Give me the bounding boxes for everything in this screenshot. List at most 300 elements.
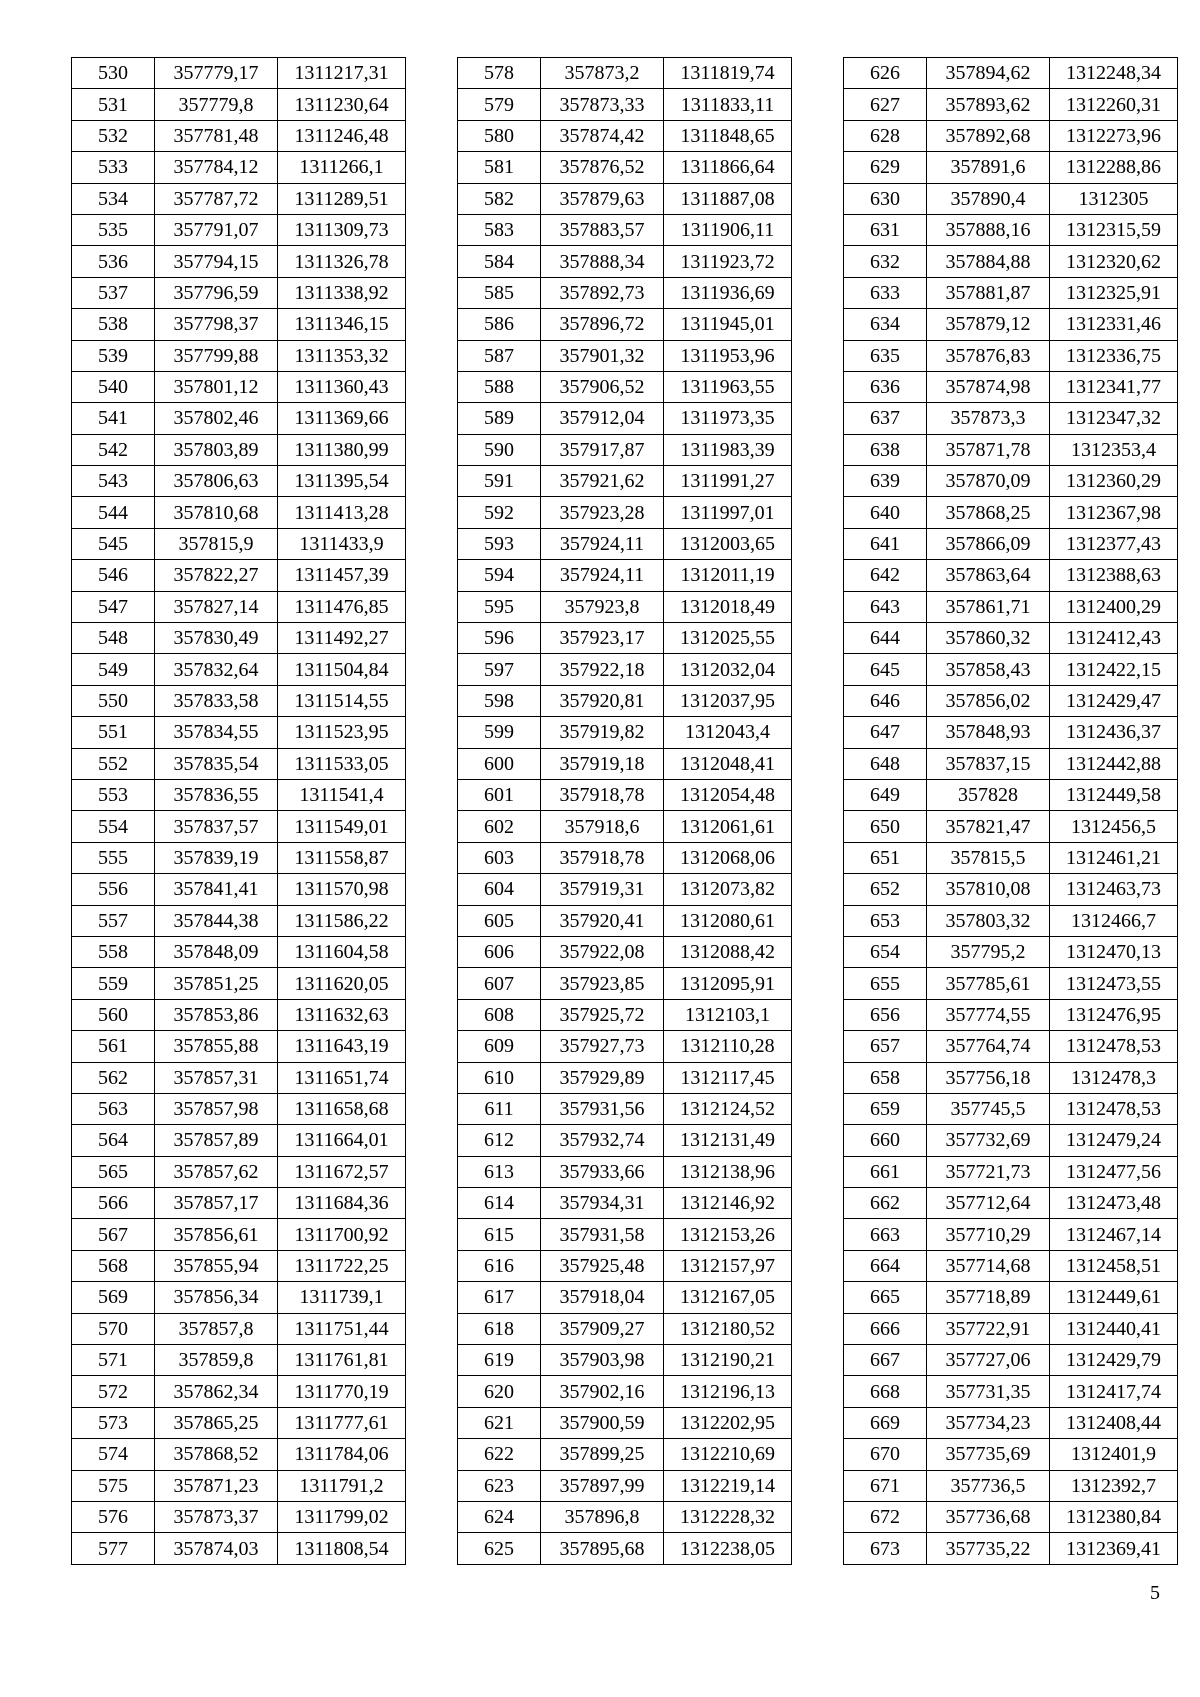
y-coordinate-cell: 1311848,65	[664, 120, 792, 151]
point-number-cell: 571	[72, 1345, 155, 1376]
y-coordinate-cell: 1312463,73	[1050, 874, 1178, 905]
y-coordinate-cell: 1311369,66	[278, 403, 406, 434]
x-coordinate-cell: 357896,8	[541, 1501, 664, 1532]
x-coordinate-cell: 357919,31	[541, 874, 664, 905]
point-number-cell: 629	[844, 152, 927, 183]
point-number-cell: 649	[844, 779, 927, 810]
x-coordinate-cell: 357919,82	[541, 717, 664, 748]
table-row	[72, 466, 406, 497]
point-number-cell: 564	[72, 1125, 155, 1156]
point-number-cell: 538	[72, 309, 155, 340]
x-coordinate-cell: 357734,23	[927, 1407, 1050, 1438]
point-number-cell: 632	[844, 246, 927, 277]
x-coordinate-cell: 357923,28	[541, 497, 664, 528]
table-row	[72, 403, 406, 434]
table-row	[844, 89, 1178, 120]
point-number-cell: 539	[72, 340, 155, 371]
table-row	[844, 936, 1178, 967]
x-coordinate-cell: 357721,73	[927, 1156, 1050, 1187]
x-coordinate-cell: 357899,25	[541, 1439, 664, 1470]
x-coordinate-cell: 357873,33	[541, 89, 664, 120]
table-row	[844, 968, 1178, 999]
table-row	[72, 1031, 406, 1062]
y-coordinate-cell: 1312412,43	[1050, 623, 1178, 654]
y-coordinate-cell: 1311751,44	[278, 1313, 406, 1344]
point-number-cell: 631	[844, 214, 927, 245]
x-coordinate-cell: 357924,11	[541, 560, 664, 591]
y-coordinate-cell: 1312449,58	[1050, 779, 1178, 810]
y-coordinate-cell: 1312436,37	[1050, 717, 1178, 748]
y-coordinate-cell: 1312238,05	[664, 1533, 792, 1564]
table-row	[72, 748, 406, 779]
point-number-cell: 553	[72, 779, 155, 810]
y-coordinate-cell: 1311651,74	[278, 1062, 406, 1093]
x-coordinate-cell: 357923,8	[541, 591, 664, 622]
y-coordinate-cell: 1312476,95	[1050, 999, 1178, 1030]
point-number-cell: 609	[458, 1031, 541, 1062]
y-coordinate-cell: 1312138,96	[664, 1156, 792, 1187]
point-number-cell: 545	[72, 528, 155, 559]
point-number-cell: 576	[72, 1501, 155, 1532]
table-row	[844, 1093, 1178, 1124]
table-row	[458, 1501, 792, 1532]
y-coordinate-cell: 1312380,84	[1050, 1501, 1178, 1532]
table-row	[458, 842, 792, 873]
y-coordinate-cell: 1312429,79	[1050, 1345, 1178, 1376]
point-number-cell: 651	[844, 842, 927, 873]
x-coordinate-cell: 357873,37	[155, 1501, 278, 1532]
table-row	[458, 1219, 792, 1250]
point-number-cell: 657	[844, 1031, 927, 1062]
y-coordinate-cell: 1311533,05	[278, 748, 406, 779]
table-row	[72, 811, 406, 842]
point-number-cell: 550	[72, 685, 155, 716]
table-row	[458, 528, 792, 559]
point-number-cell: 628	[844, 120, 927, 151]
x-coordinate-cell: 357836,55	[155, 779, 278, 810]
y-coordinate-cell: 1312360,29	[1050, 466, 1178, 497]
table-row	[844, 811, 1178, 842]
y-coordinate-cell: 1312417,74	[1050, 1376, 1178, 1407]
y-coordinate-cell: 1311266,1	[278, 152, 406, 183]
y-coordinate-cell: 1312478,53	[1050, 1031, 1178, 1062]
y-coordinate-cell: 1312219,14	[664, 1470, 792, 1501]
table-row	[72, 1533, 406, 1564]
y-coordinate-cell: 1312167,05	[664, 1282, 792, 1313]
y-coordinate-cell: 1312124,52	[664, 1093, 792, 1124]
x-coordinate-cell: 357796,59	[155, 277, 278, 308]
y-coordinate-cell: 1312442,88	[1050, 748, 1178, 779]
point-number-cell: 633	[844, 277, 927, 308]
point-number-cell: 551	[72, 717, 155, 748]
y-coordinate-cell: 1312479,24	[1050, 1125, 1178, 1156]
x-coordinate-cell: 357927,73	[541, 1031, 664, 1062]
point-number-cell: 615	[458, 1219, 541, 1250]
point-number-cell: 621	[458, 1407, 541, 1438]
table-row	[72, 968, 406, 999]
x-coordinate-cell: 357934,31	[541, 1188, 664, 1219]
table-row	[458, 152, 792, 183]
x-coordinate-cell: 357801,12	[155, 371, 278, 402]
y-coordinate-cell: 1311945,01	[664, 309, 792, 340]
point-number-cell: 536	[72, 246, 155, 277]
x-coordinate-cell: 357712,64	[927, 1188, 1050, 1219]
x-coordinate-cell: 357857,8	[155, 1313, 278, 1344]
table-row	[844, 748, 1178, 779]
point-number-cell: 663	[844, 1219, 927, 1250]
x-coordinate-cell: 357896,72	[541, 309, 664, 340]
y-coordinate-cell: 1312473,55	[1050, 968, 1178, 999]
y-coordinate-cell: 1312073,82	[664, 874, 792, 905]
point-number-cell: 559	[72, 968, 155, 999]
y-coordinate-cell: 1312025,55	[664, 623, 792, 654]
x-coordinate-cell: 357858,43	[927, 654, 1050, 685]
point-number-cell: 606	[458, 936, 541, 967]
table-row	[844, 560, 1178, 591]
x-coordinate-cell: 357834,55	[155, 717, 278, 748]
point-number-cell: 546	[72, 560, 155, 591]
point-number-cell: 596	[458, 623, 541, 654]
point-number-cell: 543	[72, 466, 155, 497]
x-coordinate-cell: 357732,69	[927, 1125, 1050, 1156]
point-number-cell: 598	[458, 685, 541, 716]
x-coordinate-cell: 357837,57	[155, 811, 278, 842]
point-number-cell: 666	[844, 1313, 927, 1344]
table-row	[72, 214, 406, 245]
table-row	[844, 309, 1178, 340]
table-row	[458, 89, 792, 120]
table-row	[458, 340, 792, 371]
table-row	[844, 654, 1178, 685]
y-coordinate-cell: 1311784,06	[278, 1439, 406, 1470]
y-coordinate-cell: 1312011,19	[664, 560, 792, 591]
y-coordinate-cell: 1311586,22	[278, 905, 406, 936]
table-row	[72, 1313, 406, 1344]
table-row	[458, 1470, 792, 1501]
point-number-cell: 532	[72, 120, 155, 151]
y-coordinate-cell: 1312353,4	[1050, 434, 1178, 465]
y-coordinate-cell: 1311997,01	[664, 497, 792, 528]
y-coordinate-cell: 1311936,69	[664, 277, 792, 308]
y-coordinate-cell: 1311413,28	[278, 497, 406, 528]
table-row	[72, 1188, 406, 1219]
y-coordinate-cell: 1311457,39	[278, 560, 406, 591]
point-number-cell: 580	[458, 120, 541, 151]
table-row	[844, 905, 1178, 936]
point-number-cell: 669	[844, 1407, 927, 1438]
point-number-cell: 644	[844, 623, 927, 654]
x-coordinate-cell: 357931,58	[541, 1219, 664, 1250]
point-number-cell: 555	[72, 842, 155, 873]
table-row	[844, 497, 1178, 528]
x-coordinate-cell: 357756,18	[927, 1062, 1050, 1093]
point-number-cell: 665	[844, 1282, 927, 1313]
y-coordinate-cell: 1312048,41	[664, 748, 792, 779]
y-coordinate-cell: 1311514,55	[278, 685, 406, 716]
x-coordinate-cell: 357718,89	[927, 1282, 1050, 1313]
table-row	[844, 277, 1178, 308]
point-number-cell: 588	[458, 371, 541, 402]
x-coordinate-cell: 357929,89	[541, 1062, 664, 1093]
x-coordinate-cell: 357833,58	[155, 685, 278, 716]
table-row	[72, 779, 406, 810]
y-coordinate-cell: 1311380,99	[278, 434, 406, 465]
x-coordinate-cell: 357903,98	[541, 1345, 664, 1376]
x-coordinate-cell: 357892,73	[541, 277, 664, 308]
x-coordinate-cell: 357799,88	[155, 340, 278, 371]
table-row	[458, 685, 792, 716]
point-number-cell: 589	[458, 403, 541, 434]
x-coordinate-cell: 357794,15	[155, 246, 278, 277]
y-coordinate-cell: 1312131,49	[664, 1125, 792, 1156]
x-coordinate-cell: 357853,86	[155, 999, 278, 1030]
x-coordinate-cell: 357868,25	[927, 497, 1050, 528]
table-row	[72, 434, 406, 465]
point-number-cell: 544	[72, 497, 155, 528]
point-number-cell: 561	[72, 1031, 155, 1062]
table-row	[844, 214, 1178, 245]
x-coordinate-cell: 357784,12	[155, 152, 278, 183]
x-coordinate-cell: 357888,16	[927, 214, 1050, 245]
table-row	[72, 1062, 406, 1093]
x-coordinate-cell: 357822,27	[155, 560, 278, 591]
x-coordinate-cell: 357839,19	[155, 842, 278, 873]
y-coordinate-cell: 1311620,05	[278, 968, 406, 999]
y-coordinate-cell: 1312429,47	[1050, 685, 1178, 716]
table-row	[844, 403, 1178, 434]
point-number-cell: 585	[458, 277, 541, 308]
point-number-cell: 630	[844, 183, 927, 214]
x-coordinate-cell: 357856,02	[927, 685, 1050, 716]
y-coordinate-cell: 1312228,32	[664, 1501, 792, 1532]
y-coordinate-cell: 1311492,27	[278, 623, 406, 654]
point-number-cell: 603	[458, 842, 541, 873]
table-row	[458, 874, 792, 905]
point-number-cell: 667	[844, 1345, 927, 1376]
x-coordinate-cell: 357901,32	[541, 340, 664, 371]
x-coordinate-cell: 357924,11	[541, 528, 664, 559]
x-coordinate-cell: 357735,69	[927, 1439, 1050, 1470]
table-row	[72, 1125, 406, 1156]
point-number-cell: 594	[458, 560, 541, 591]
y-coordinate-cell: 1311953,96	[664, 340, 792, 371]
y-coordinate-cell: 1311791,2	[278, 1470, 406, 1501]
y-coordinate-cell: 1312157,97	[664, 1250, 792, 1281]
table-row	[458, 120, 792, 151]
y-coordinate-cell: 1311289,51	[278, 183, 406, 214]
point-number-cell: 597	[458, 654, 541, 685]
y-coordinate-cell: 1312054,48	[664, 779, 792, 810]
y-coordinate-cell: 1312248,34	[1050, 58, 1178, 89]
table-row	[844, 434, 1178, 465]
y-coordinate-cell: 1312336,75	[1050, 340, 1178, 371]
point-number-cell: 652	[844, 874, 927, 905]
point-number-cell: 552	[72, 748, 155, 779]
point-number-cell: 595	[458, 591, 541, 622]
y-coordinate-cell: 1312260,31	[1050, 89, 1178, 120]
point-number-cell: 637	[844, 403, 927, 434]
x-coordinate-cell: 357923,85	[541, 968, 664, 999]
point-number-cell: 560	[72, 999, 155, 1030]
x-coordinate-cell: 357931,56	[541, 1093, 664, 1124]
y-coordinate-cell: 1312478,3	[1050, 1062, 1178, 1093]
x-coordinate-cell: 357888,34	[541, 246, 664, 277]
y-coordinate-cell: 1312210,69	[664, 1439, 792, 1470]
point-number-cell: 533	[72, 152, 155, 183]
x-coordinate-cell: 357787,72	[155, 183, 278, 214]
y-coordinate-cell: 1312320,62	[1050, 246, 1178, 277]
x-coordinate-cell: 357918,78	[541, 842, 664, 873]
x-coordinate-cell: 357895,68	[541, 1533, 664, 1564]
x-coordinate-cell: 357925,72	[541, 999, 664, 1030]
y-coordinate-cell: 1312477,56	[1050, 1156, 1178, 1187]
table-row	[72, 1439, 406, 1470]
point-number-cell: 654	[844, 936, 927, 967]
x-coordinate-cell: 357871,78	[927, 434, 1050, 465]
point-number-cell: 562	[72, 1062, 155, 1093]
table-row	[72, 371, 406, 402]
x-coordinate-cell: 357874,98	[927, 371, 1050, 402]
point-number-cell: 592	[458, 497, 541, 528]
table-row	[844, 1407, 1178, 1438]
y-coordinate-cell: 1311230,64	[278, 89, 406, 120]
x-coordinate-cell: 357781,48	[155, 120, 278, 151]
x-coordinate-cell: 357802,46	[155, 403, 278, 434]
point-number-cell: 540	[72, 371, 155, 402]
table-row	[844, 779, 1178, 810]
table-row	[458, 434, 792, 465]
y-coordinate-cell: 1311963,55	[664, 371, 792, 402]
x-coordinate-cell: 357774,55	[927, 999, 1050, 1030]
table-row	[458, 811, 792, 842]
y-coordinate-cell: 1311887,08	[664, 183, 792, 214]
coordinate-table-1	[71, 57, 406, 1565]
point-number-cell: 600	[458, 748, 541, 779]
table-row	[844, 340, 1178, 371]
y-coordinate-cell: 1311923,72	[664, 246, 792, 277]
table-row	[844, 999, 1178, 1030]
x-coordinate-cell: 357722,91	[927, 1313, 1050, 1344]
y-coordinate-cell: 1312037,95	[664, 685, 792, 716]
table-row	[458, 1250, 792, 1281]
x-coordinate-cell: 357917,87	[541, 434, 664, 465]
x-coordinate-cell: 357863,64	[927, 560, 1050, 591]
table-row	[72, 1219, 406, 1250]
point-number-cell: 590	[458, 434, 541, 465]
point-number-cell: 616	[458, 1250, 541, 1281]
point-number-cell: 537	[72, 277, 155, 308]
x-coordinate-cell: 357879,12	[927, 309, 1050, 340]
point-number-cell: 565	[72, 1156, 155, 1187]
table-row	[844, 623, 1178, 654]
x-coordinate-cell: 357893,62	[927, 89, 1050, 120]
y-coordinate-cell: 1312202,95	[664, 1407, 792, 1438]
y-coordinate-cell: 1312392,7	[1050, 1470, 1178, 1501]
table-row	[72, 277, 406, 308]
x-coordinate-cell: 357851,25	[155, 968, 278, 999]
x-coordinate-cell: 357710,29	[927, 1219, 1050, 1250]
y-coordinate-cell: 1311338,92	[278, 277, 406, 308]
coordinate-table-3	[843, 57, 1178, 1565]
y-coordinate-cell: 1312080,61	[664, 905, 792, 936]
point-number-cell: 639	[844, 466, 927, 497]
x-coordinate-cell: 357791,07	[155, 214, 278, 245]
x-coordinate-cell: 357806,63	[155, 466, 278, 497]
point-number-cell: 647	[844, 717, 927, 748]
table-row	[844, 842, 1178, 873]
point-number-cell: 581	[458, 152, 541, 183]
point-number-cell: 599	[458, 717, 541, 748]
table-row	[844, 183, 1178, 214]
x-coordinate-cell: 357876,52	[541, 152, 664, 183]
y-coordinate-cell: 1312478,53	[1050, 1093, 1178, 1124]
y-coordinate-cell: 1311770,19	[278, 1376, 406, 1407]
y-coordinate-cell: 1312018,49	[664, 591, 792, 622]
point-number-cell: 645	[844, 654, 927, 685]
point-number-cell: 625	[458, 1533, 541, 1564]
x-coordinate-cell: 357828	[927, 779, 1050, 810]
y-coordinate-cell: 1312458,51	[1050, 1250, 1178, 1281]
x-coordinate-cell: 357865,25	[155, 1407, 278, 1438]
x-coordinate-cell: 357736,5	[927, 1470, 1050, 1501]
table-row	[72, 340, 406, 371]
table-row	[844, 371, 1178, 402]
x-coordinate-cell: 357830,49	[155, 623, 278, 654]
table-row	[458, 1407, 792, 1438]
x-coordinate-cell: 357832,64	[155, 654, 278, 685]
table-row	[458, 623, 792, 654]
y-coordinate-cell: 1311523,95	[278, 717, 406, 748]
point-number-cell: 671	[844, 1470, 927, 1501]
table-row	[844, 1250, 1178, 1281]
point-number-cell: 638	[844, 434, 927, 465]
table-row	[72, 120, 406, 151]
y-coordinate-cell: 1312061,61	[664, 811, 792, 842]
x-coordinate-cell: 357918,6	[541, 811, 664, 842]
point-number-cell: 620	[458, 1376, 541, 1407]
x-coordinate-cell: 357920,81	[541, 685, 664, 716]
x-coordinate-cell: 357821,47	[927, 811, 1050, 842]
point-number-cell: 655	[844, 968, 927, 999]
y-coordinate-cell: 1312331,46	[1050, 309, 1178, 340]
y-coordinate-cell: 1311246,48	[278, 120, 406, 151]
point-number-cell: 648	[844, 748, 927, 779]
y-coordinate-cell: 1312347,32	[1050, 403, 1178, 434]
table-row	[844, 1439, 1178, 1470]
point-number-cell: 659	[844, 1093, 927, 1124]
y-coordinate-cell: 1312440,41	[1050, 1313, 1178, 1344]
point-number-cell: 672	[844, 1501, 927, 1532]
y-coordinate-cell: 1311309,73	[278, 214, 406, 245]
x-coordinate-cell: 357932,74	[541, 1125, 664, 1156]
table-row	[72, 528, 406, 559]
table-row	[72, 183, 406, 214]
y-coordinate-cell: 1312146,92	[664, 1188, 792, 1219]
table-row	[458, 1313, 792, 1344]
point-number-cell: 531	[72, 89, 155, 120]
x-coordinate-cell: 357798,37	[155, 309, 278, 340]
table-row	[72, 591, 406, 622]
point-number-cell: 593	[458, 528, 541, 559]
table-row	[844, 1345, 1178, 1376]
y-coordinate-cell: 1312377,43	[1050, 528, 1178, 559]
x-coordinate-cell: 357909,27	[541, 1313, 664, 1344]
table-row	[458, 1282, 792, 1313]
y-coordinate-cell: 1312117,45	[664, 1062, 792, 1093]
point-number-cell: 573	[72, 1407, 155, 1438]
point-number-cell: 582	[458, 183, 541, 214]
table-row	[458, 654, 792, 685]
